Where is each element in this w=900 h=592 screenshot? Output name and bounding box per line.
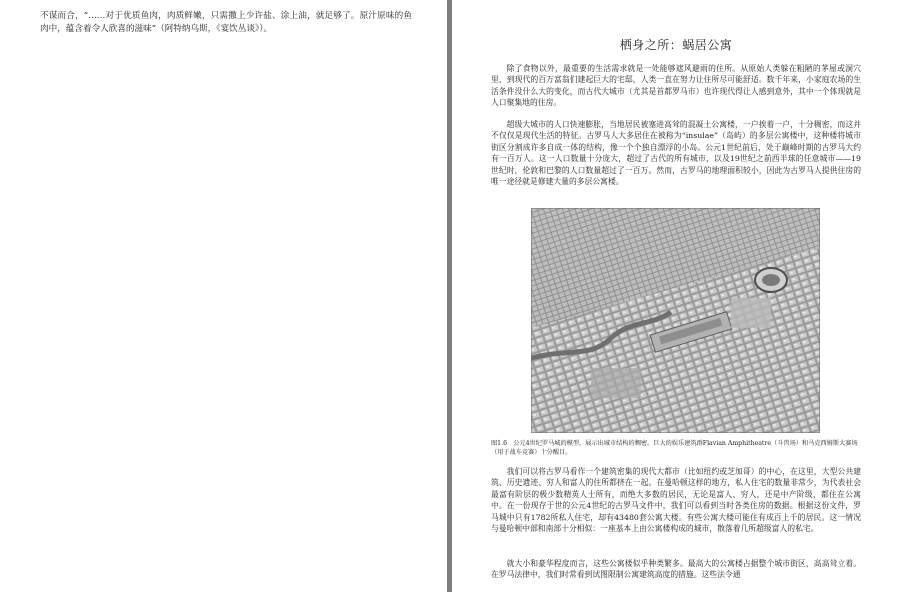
paragraph-4 [491, 558, 861, 581]
model-of-rome-icon [531, 208, 820, 433]
left-page-paragraph: 不谋而合，“……对于优质鱼肉，肉质鲜嫩，只需撒上少许盐、涂上油，就足够了。原汁原味的鱼肉中，蕴含着令人欣喜的滋味”（阿特纳乌斯，《宴饮丛谈》）。 [40, 11, 412, 34]
figure-caption: 图1.6 公元4世纪罗马城的模型，展示出城市结构的稠密。巨大的娱乐建筑群Flavian Amphitheatre（斗兽场）和马克西姆斯大赛场（用于战车竞赛）十分醒目。 [491, 440, 858, 456]
paragraph-3-text: 我们可以将古罗马看作一个建筑密集的现代大都市（比如纽约或芝加哥）的中心，在这里，大型公共建筑、历史遗迹、穷人和富人的住所都挤在一起。在曼哈顿这样的地方，私人住宅的数量非常少，为代表社会最富有阶层的极少数精英人士所有，而绝大多数的居民，无论是富人、穷人，还是中产阶级，都住在公寓中。在一份现存于世的公元4世纪的古罗马文件中，我们可以看到当时各类住房的数据。根据这份文件，罗马城中只有1782所私人住宅，却有43480套公寓大楼。有些公寓大楼可能住有成百上千的居民。这一情况与曼哈顿中部和南部十分相似：一座基本上由公寓楼构成的城市，散落着几所超级富人的私宅。 [491, 467, 861, 534]
rome-model-photo [531, 208, 820, 433]
paragraph-3 [491, 466, 861, 534]
paragraph-2 [491, 119, 861, 187]
paragraph-1 [491, 63, 861, 109]
right-page [452, 0, 900, 592]
section-title: 栖身之所：蜗居公寓 [619, 38, 733, 52]
paragraph-4-text: 就大小和豪华程度而言，这些公寓楼似乎种类繁多。最高大的公寓楼占据整个城市街区，高高耸立着。在罗马法律中，我们时常看到试图限制公寓建筑高度的措施。这些法令通 [491, 559, 861, 580]
paragraph-1-text: 除了食物以外，最重要的生活需求就是一处能够遮风避雨的住所。从原始人类躲在粗陋的茅屋或洞穴里，到现代的百万富翁们建起巨大的宅邸，人类一直在努力让住所尽可能舒适。数千年来，小家庭农场的生活条件没什么大的变化，而古代大城市（尤其是首都罗马市）也许现代得让人感到意外，其中一个体现就是人口聚集地的住房。 [491, 64, 861, 108]
left-page [0, 0, 447, 592]
paragraph-2-text: 超级大城市的人口快速膨胀，当地居民被塞进高耸的混凝土公寓楼，一户挨着一户，十分稠密，而这并不仅仅是现代生活的特征。古罗马人大多居住在被称为“insulae”（岛屿）的多层公寓楼中，这种楼将城市街区分割成许多自成一体的结构，像一个个独自漂浮的小岛。公元1世纪前后，处于巅峰时期的古罗马大约有一百万人。这一人口数量十分庞大，超过了古代的所有城市，以及19世纪之前西半球的任意城市——19世纪时，伦敦和巴黎的人口数量超过了一百万。然而，古罗马的地理面积较小，因此为古罗马人提供住房的唯一途径就是修建大量的多层公寓楼。 [491, 120, 861, 187]
